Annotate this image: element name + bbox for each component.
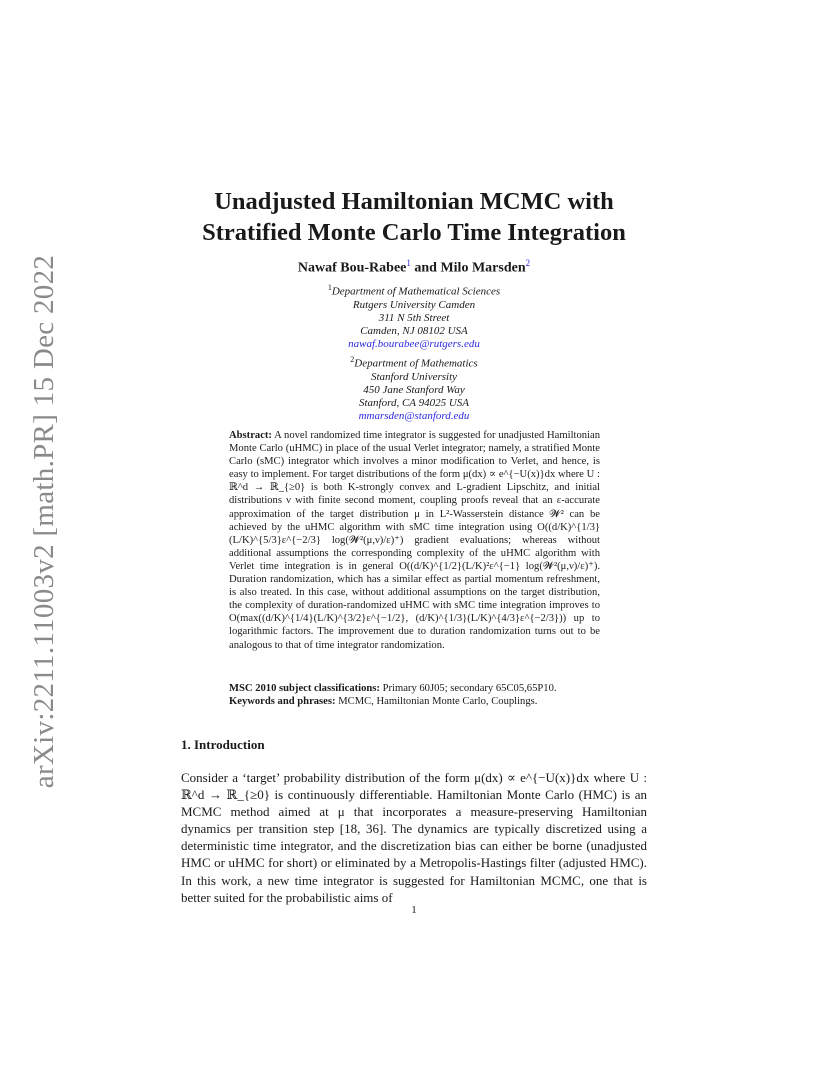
affiliation-2 <box>240 353 588 423</box>
author-2: Milo Marsden <box>440 260 526 276</box>
abstract-text: A novel randomized time integrator is suggested for unadjusted Hamiltonian Monte Carlo (uHMC) in place of the usual Verlet integrator; namely, a stratified Monte Carlo (sMC) integrator which involves a minor modification to Verlet, and hence, is easy to implement. For target distributions of the form μ(dx) ∝ e^{−U(x)}dx where U : ℝ^d → ℝ_{≥0} is both K-strongly convex and L-gradient Lipschitz, and initial distributions ν with finite second moment, coupling proofs reveal that an ε-accurate approximation of the target distribution μ in L²-Wasserstein distance 𝓦² can be achieved by the uHMC algorithm with sMC time integration using O((d/K)^{1/3}(L/K)^{5/3}ε^{−2/3} log(𝓦²(μ,ν)/ε)⁺) gradient evaluations; whereas without additional assumptions the corresponding complexity of the uHMC algorithm with Verlet time integration is in general O((d/K)^{1/2}(L/K)²ε^{−1} log(𝓦²(μ,ν)/ε)⁺). Duration randomization, which has a similar effect as partial momentum refreshment, is also treated. In this case, without additional assumptions on the target distribution, the complexity of duration-randomized uHMC with sMC time integration improves to O(max((d/K)^{1/4}(L/K)^{3/2}ε^{−1/2}, (d/K)^{1/3}(L/K)^{4/3}ε^{−2/3})) up to logarithmic factors. The improvement due to duration randomization turns out to be analogous to that of time integrator randomization. <box>229 430 600 651</box>
affiliation-1-marker: 1 <box>327 283 332 292</box>
title-line-2: Stratified Monte Carlo Time Integration <box>202 219 626 246</box>
affiliation-2-marker: 2 <box>350 355 355 364</box>
paper-title <box>140 186 688 248</box>
title-line-1: Unadjusted Hamiltonian MCMC with <box>214 188 614 215</box>
arxiv-identifier-stamp <box>18 254 72 788</box>
affiliation-2-department: Department of Mathematics <box>354 357 478 370</box>
author-2-affiliation-link[interactable]: 2 <box>525 258 531 268</box>
author-1-affiliation-link[interactable]: 1 <box>406 258 411 268</box>
introduction-paragraph: Consider a ‘target’ probability distribution of the form μ(dx) ∝ e^{−U(x)}dx where U : ℝ^d → ℝ_{≥0} is continuously differentiable. Hamiltonian Monte Carlo (HMC) is an MCMC method aimed at μ that incorporates a measure-preserving Hamiltonian dynamics per transition step [18, 36]. The dynamics are typically discretized using a deterministic time integrator, and the discretization bias can either be borne (unadjusted HMC or uHMC for short) or eliminated by a Metropolis-Hastings filter (adjusted HMC). In this work, a new time integrator is suggested for Hamiltonian MCMC, one that is better suited for the probabilistic aims of <box>181 770 647 905</box>
arxiv-identifier-text: arXiv:2211.11003v2 [math.PR] 15 Dec 2022 <box>28 254 61 788</box>
affiliation-2-email-link[interactable]: mmarsden@stanford.edu <box>358 409 470 422</box>
keywords-label: Keywords and phrases: <box>229 696 336 707</box>
affiliation-2-institution: Stanford University <box>370 370 458 383</box>
affiliation-1-department: Department of Mathematical Sciences <box>331 285 501 298</box>
abstract-label: Abstract: <box>229 430 272 441</box>
author-1: Nawaf Bou-Rabee <box>297 260 407 276</box>
affiliation-1-street: 311 N 5th Street <box>378 311 450 324</box>
abstract <box>229 429 600 652</box>
msc-label: MSC 2010 subject classifications: <box>229 683 380 694</box>
section-heading-introduction: 1. Introduction <box>181 737 265 752</box>
affiliation-1-institution: Rutgers University Camden <box>352 298 476 311</box>
affiliation-1 <box>240 281 588 351</box>
author-list <box>140 258 688 277</box>
affiliation-2-city: Stanford, CA 94025 USA <box>358 396 469 409</box>
affiliation-2-street: 450 Jane Stanford Way <box>363 383 465 396</box>
keywords-text: MCMC, Hamiltonian Monte Carlo, Couplings. <box>338 696 538 707</box>
keywords-line <box>229 695 629 708</box>
classification-block <box>229 682 629 708</box>
page-number: 1 <box>411 904 417 916</box>
author-conjunction: and <box>410 260 441 276</box>
msc-line <box>229 682 629 695</box>
msc-text: Primary 60J05; secondary 65C05,65P10. <box>382 683 557 694</box>
affiliation-1-email-link[interactable]: nawaf.bourabee@rutgers.edu <box>348 337 480 350</box>
affiliation-1-city: Camden, NJ 08102 USA <box>360 324 468 337</box>
